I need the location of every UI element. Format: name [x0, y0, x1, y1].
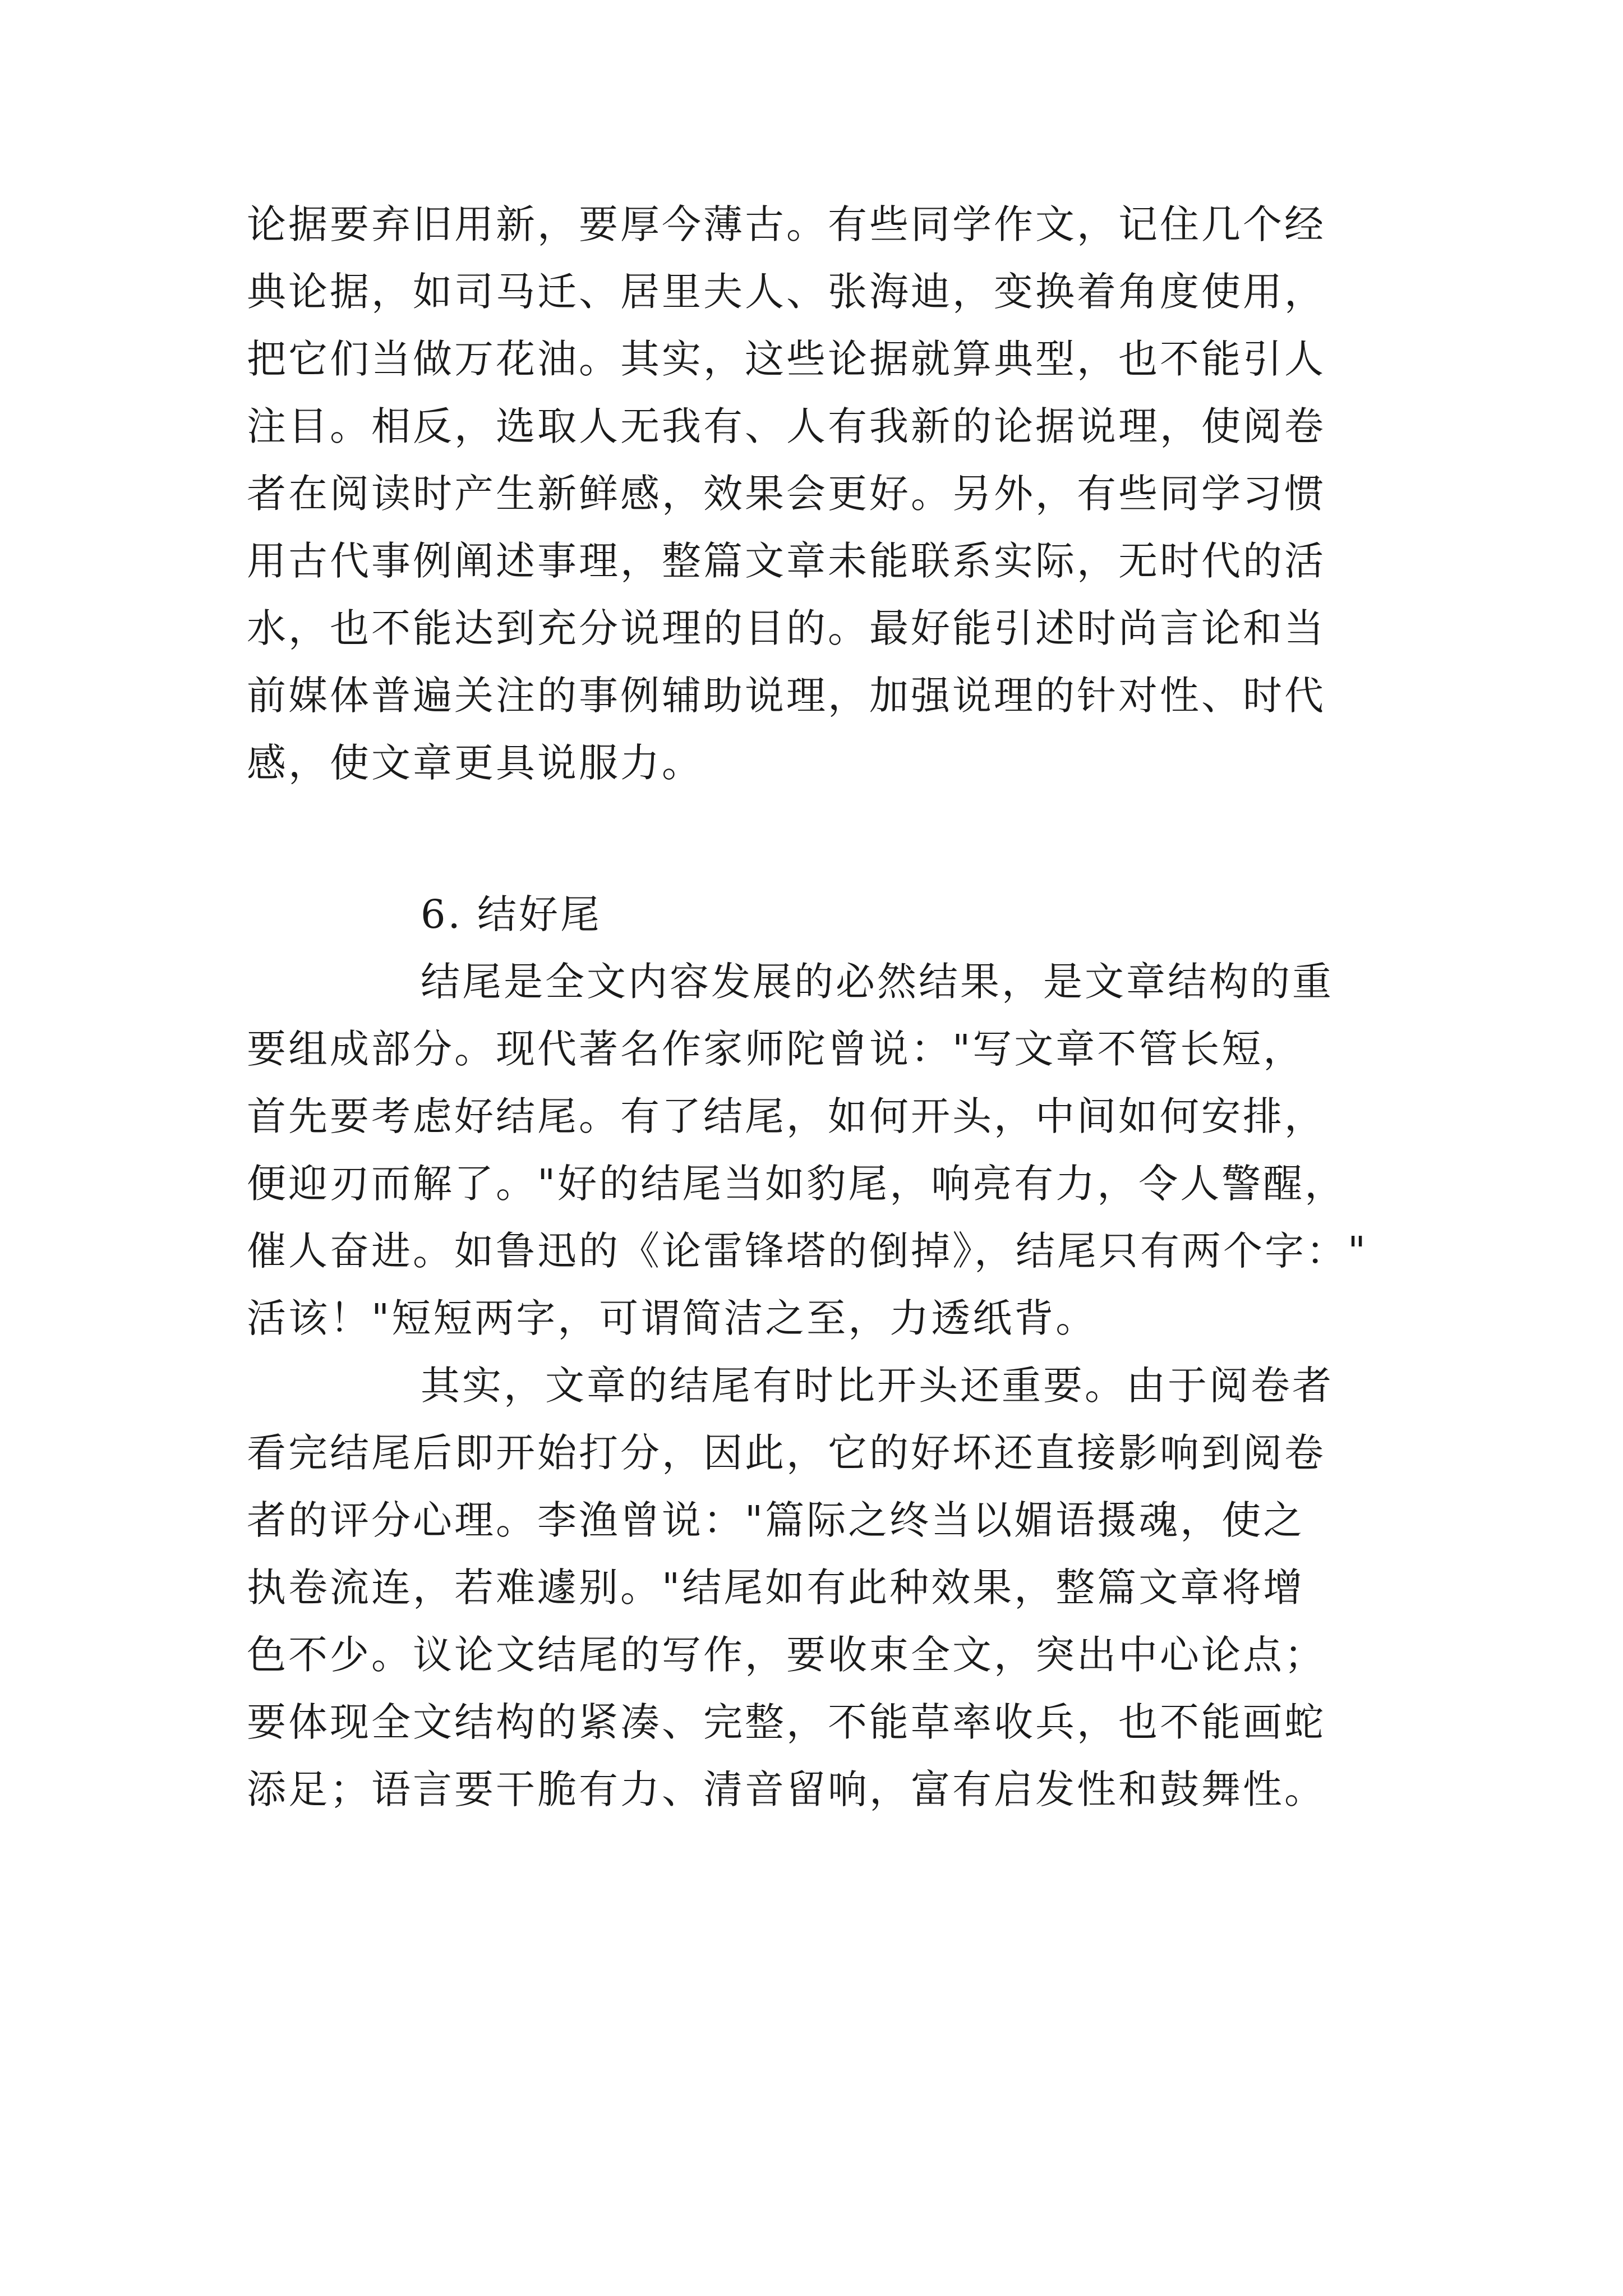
document-body: [247, 191, 1396, 1823]
text-line: 结尾是全文内容发展的必然结果，是文章结构的重: [421, 959, 1334, 1005]
paragraph-1: [247, 191, 1396, 797]
text-line: 用古代事例阐述事理，整篇文章未能联系实际，无时代的活: [247, 538, 1326, 584]
paragraph-3: [247, 1352, 1396, 1823]
text-line: 者的评分心理。李渔曾说："篇际之终当以媚语摄魂，使之: [247, 1497, 1305, 1543]
text-line: 者在阅读时产生新鲜感，效果会更好。另外，有些同学习惯: [247, 471, 1326, 517]
text-line: 把它们当做万花油。其实，这些论据就算典型，也不能引人: [247, 336, 1326, 382]
paragraph-2: [247, 948, 1396, 1352]
text-line: 便迎刃而解了。"好的结尾当如豹尾，响亮有力，令人警醒，: [247, 1161, 1347, 1207]
text-line: 注目。相反，选取人无我有、人有我新的论据说理，使阅卷: [247, 403, 1326, 449]
text-line: 色不少。议论文结尾的写作，要收束全文，突出中心论点；: [247, 1632, 1326, 1678]
text-line: 看完结尾后即开始打分，因此，它的好坏还直接影响到阅卷: [247, 1430, 1326, 1476]
text-line: 执卷流连，若难遽别。"结尾如有此种效果，整篇文章将增: [247, 1565, 1305, 1611]
text-line: 要体现全文结构的紧凑、完整，不能草率收兵，也不能画蛇: [247, 1699, 1326, 1745]
text-line: 催人奋进。如鲁迅的《论雷锋塔的倒掉》，结尾只有两个字：": [247, 1228, 1368, 1274]
text-line: 论据要弃旧用新，要厚今薄古。有些同学作文，记住几个经: [247, 201, 1326, 247]
text-line: 前媒体普遍关注的事例辅助说理，加强说理的针对性、时代: [247, 673, 1326, 719]
text-line: 首先要考虑好结尾。有了结尾，如何开头，中间如何安排，: [247, 1093, 1326, 1139]
text-line: 要组成部分。现代著名作家师陀曾说："写文章不管长短，: [247, 1026, 1305, 1072]
section-heading: 6. 结好尾: [421, 891, 602, 937]
text-line: 水，也不能达到充分说理的目的。最好能引述时尚言论和当: [247, 605, 1326, 651]
text-line: 感，使文章更具说服力。: [247, 740, 703, 786]
text-line: 活该！"短短两字，可谓简洁之至，力透纸背。: [247, 1295, 1098, 1341]
text-line: 其实，文章的结尾有时比开头还重要。由于阅卷者: [421, 1363, 1334, 1409]
text-line: 典论据，如司马迁、居里夫人、张海迪，变换着角度使用，: [247, 269, 1326, 315]
paragraph-gap: [247, 797, 1396, 881]
text-line: 添足；语言要干脆有力、清音留响，富有启发性和鼓舞性。: [247, 1766, 1326, 1812]
